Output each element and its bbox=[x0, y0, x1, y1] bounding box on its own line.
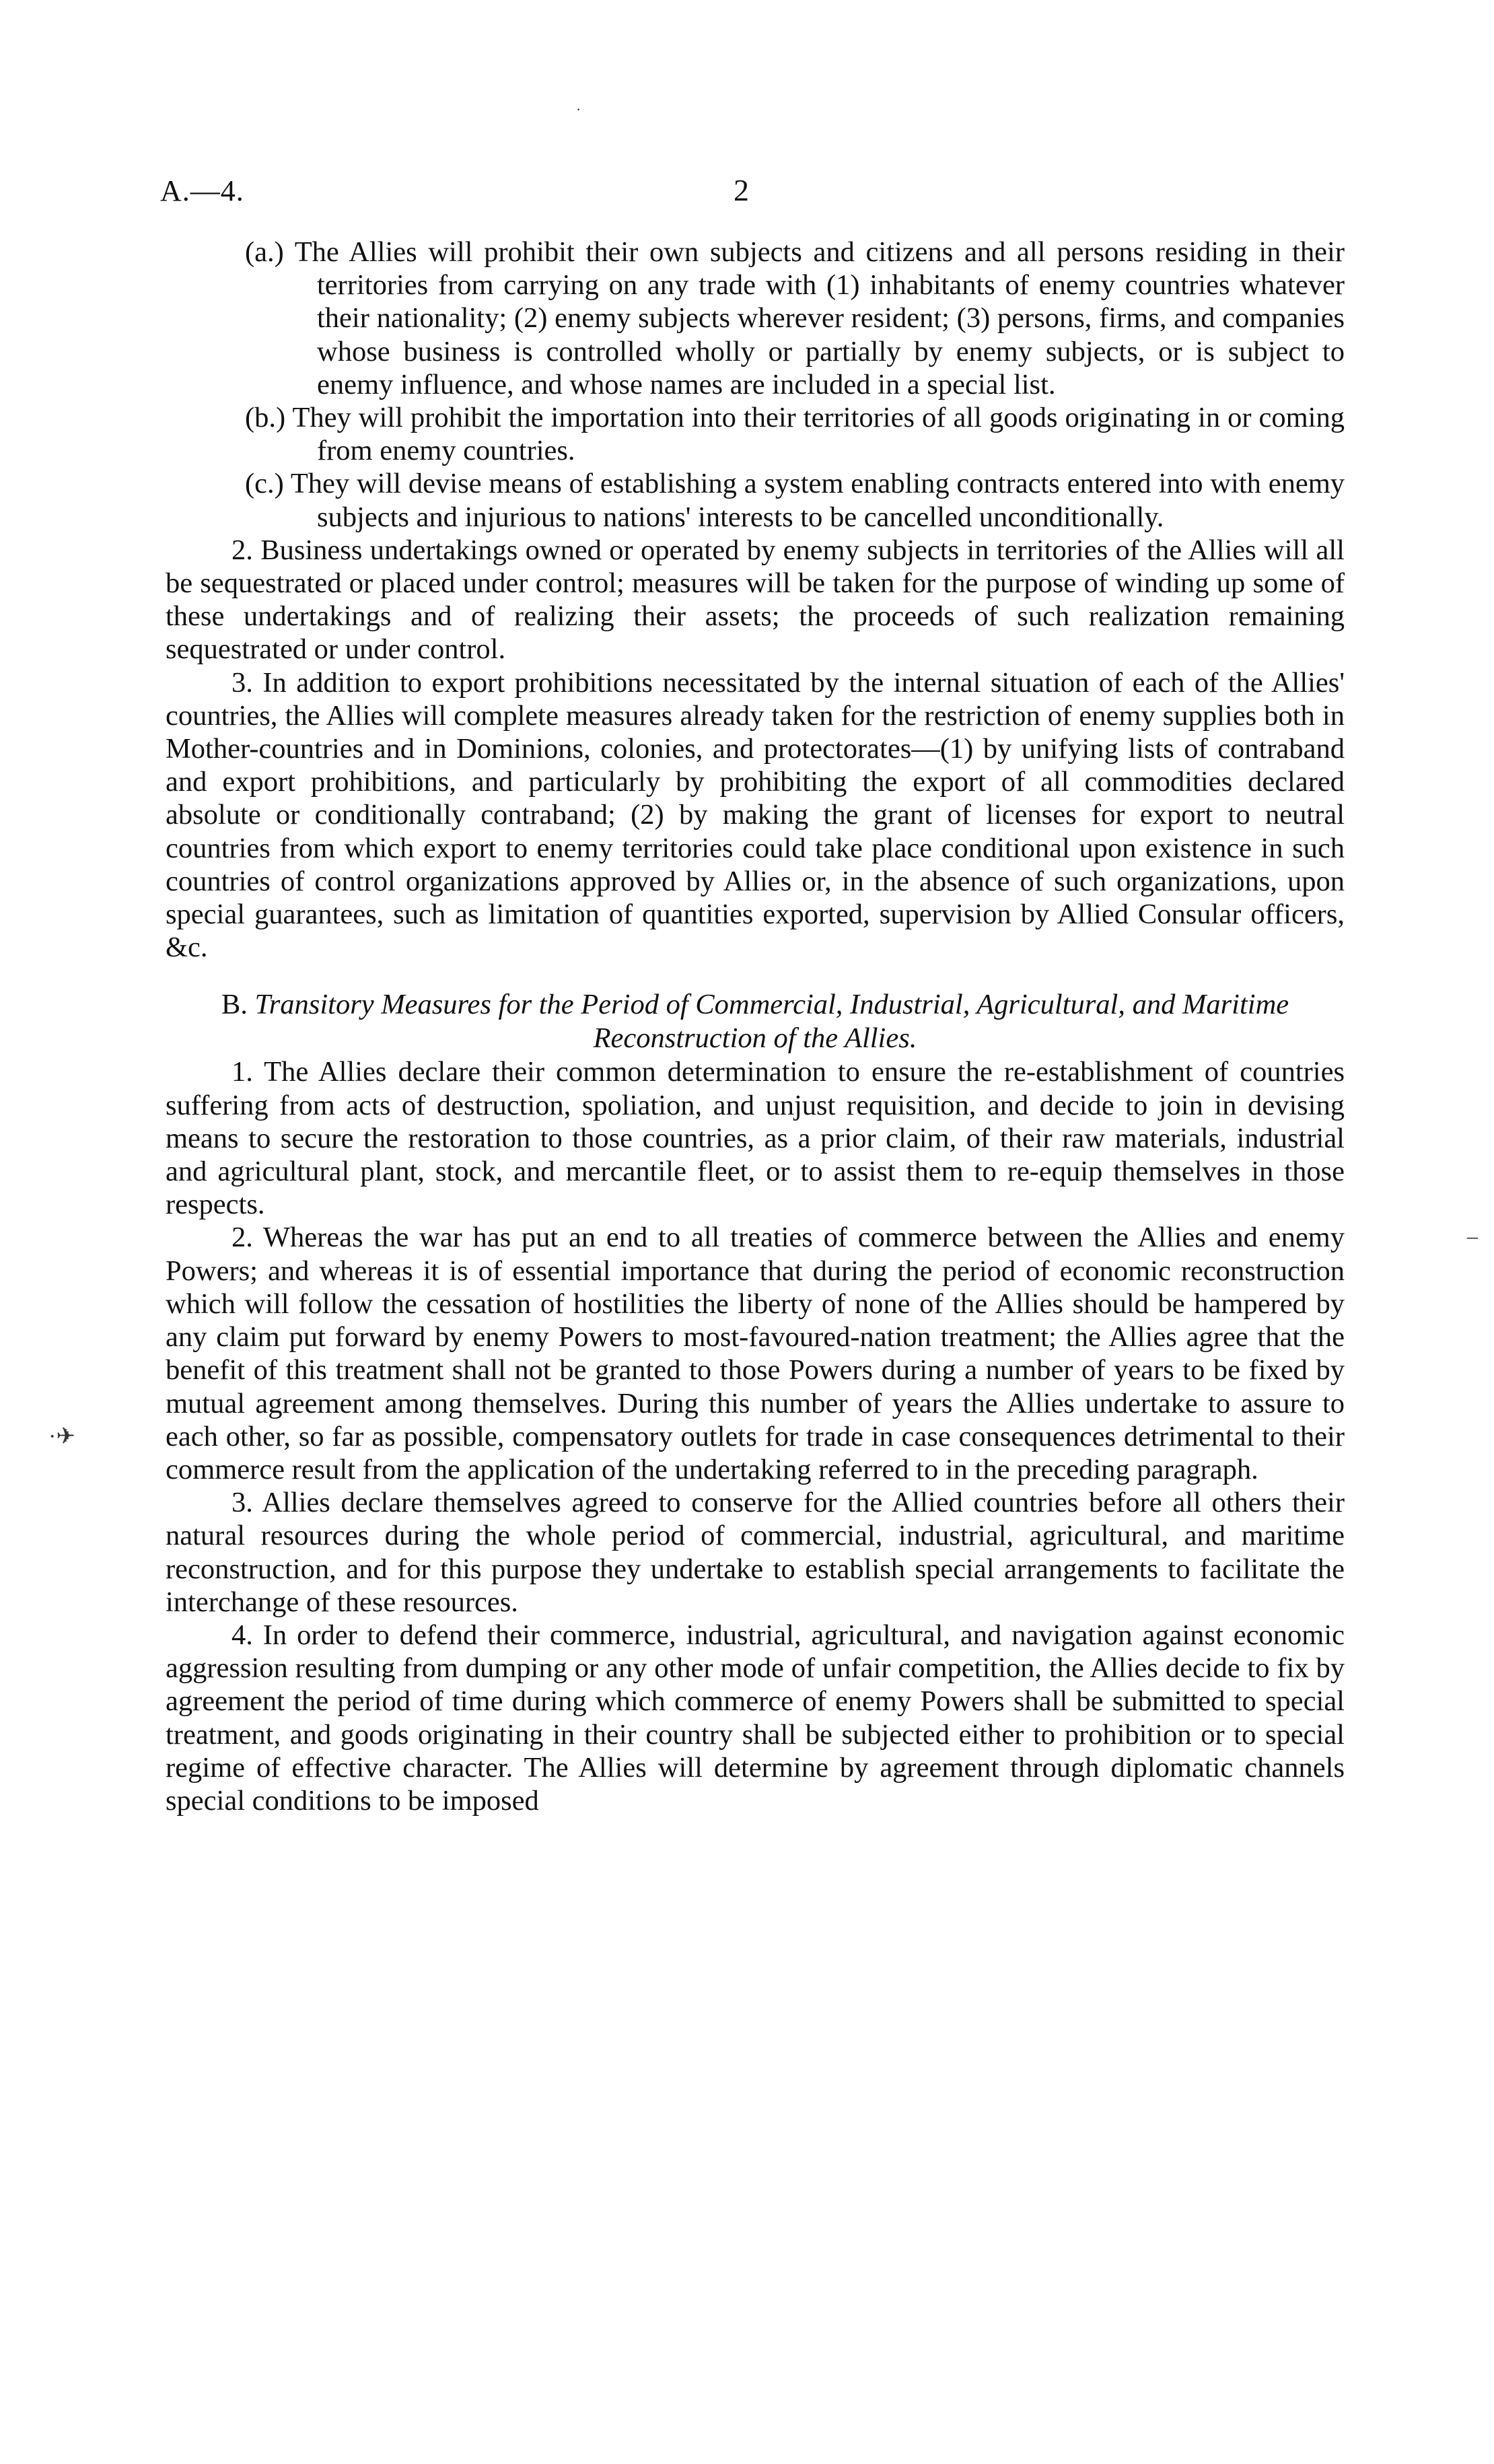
margin-mark-right: – bbox=[1467, 1224, 1478, 1248]
document-reference: A.—4. bbox=[160, 174, 244, 207]
sub-item-a bbox=[166, 236, 1345, 401]
sub-item-label: (c.) bbox=[245, 468, 284, 500]
margin-mark-top: · bbox=[576, 101, 581, 118]
section-b-heading bbox=[166, 988, 1345, 1055]
section-a-paragraph-3: 3. In addition to export prohibitions necessitated by the internal situation of each of the Allies' countries, the Allies will complete measures already taken for the restriction of enemy supplies both in Mother-countries and in Dominions, colonies, and protectorates—(1) by unifying lists of contraband and export prohibitions, and particularly by prohibiting the export of all commodities declared absolute or conditionally contraband; (2) by making the grant of licenses for export to neutral countries from which export to enemy territories could take place conditional upon existence in such countries of control organizations approved by Allies or, in the absence of such organizations, upon special guarantees, such as limitation of quantities exported, supervision by Allied Consular officers, &c. bbox=[166, 666, 1345, 964]
margin-mark-left: ·✈ bbox=[48, 1424, 75, 1449]
section-letter: B. bbox=[221, 989, 248, 1021]
sub-item-text: The Allies will prohibit their own subjects and citizens and all persons residing in their territories from carrying on any trade with (1) inhabitants of enemy countries whatever their nationality; (2) enemy subjects wherever resident; (3) persons, firms, and companies whose business is controlled wholly or partially by enemy subjects, or is subject to enemy influence, and whose names are included in a special list. bbox=[294, 236, 1345, 400]
sub-item-label: (a.) bbox=[245, 236, 284, 268]
section-a-paragraph-2: 2. Business undertakings owned or operated by enemy subjects in territories of the Allies will all be sequestrated or placed under control; measures will be taken for the purpose of winding up some of these undertakings and of realizing their assets; the proceeds of such realization remaining sequestrated or under control. bbox=[166, 534, 1345, 666]
page-number: 2 bbox=[734, 173, 749, 207]
sub-item-b bbox=[166, 401, 1345, 467]
section-b-paragraph-4: 4. In order to defend their commerce, industrial, agricultural, and navigation against economic aggression resulting from dumping or any other mode of unfair competition, the Allies decide to fix by agreement the period of time during which commerce of enemy Powers shall be submitted to special treatment, and goods originating in their country shall be subjected either to prohibition or to special regime of effective character. The Allies will determine by agreement through diplomatic channels special conditions to be imposed bbox=[166, 1619, 1345, 1817]
section-b-paragraph-2: 2. Whereas the war has put an end to all treaties of commerce between the Allies and enemy Powers; and whereas it is of essential importance that during the period of economic reconstruction which will follow the cessation of hostilities the liberty of none of the Allies should be hampered by any claim put forward by enemy Powers to most-favoured-nation treatment; the Allies agree that the benefit of this treatment shall not be granted to those Powers during a number of years to be fixed by mutual agreement among themselves. During this number of years the Allies undertake to assure to each other, so far as possible, compensatory outlets for trade in case consequences detrimental to their commerce result from the application of the undertaking referred to in the preceding paragraph. bbox=[166, 1222, 1345, 1485]
section-b-paragraph-1: 1. The Allies declare their common determination to ensure the re-establishment of countries suffering from acts of destruction, spoliation, and unjust requisition, and decide to join in devising means to secure the restoration to those countries, as a prior claim, of their raw materials, industrial and agricultural plant, stock, and mercantile fleet, or to assist them to re-equip themselves in those respects. bbox=[166, 1056, 1345, 1221]
section-title: Transitory Measures for the Period of Commercial, Industrial, Agricultural, and Maritime Reconstruction of the Allies. bbox=[254, 989, 1289, 1055]
sub-item-label: (b.) bbox=[245, 402, 286, 434]
section-b-paragraph-3: 3. Allies declare themselves agreed to conserve for the Allied countries before all others their natural resources during the whole period of commercial, industrial, agricultural, and maritime reconstruction, and for this purpose they undertake to establish special arrangements to facilitate the interchange of these resources. bbox=[166, 1487, 1345, 1618]
sub-item-c bbox=[166, 467, 1345, 533]
document-body bbox=[166, 236, 1345, 1817]
sub-item-text: They will devise means of establishing a system enabling contracts entered into with enemy subjects and injurious to nations' interests to be cancelled unconditionally. bbox=[290, 468, 1345, 533]
sub-item-text: They will prohibit the importation into their territories of all goods originating in or coming from enemy countries. bbox=[292, 402, 1345, 467]
